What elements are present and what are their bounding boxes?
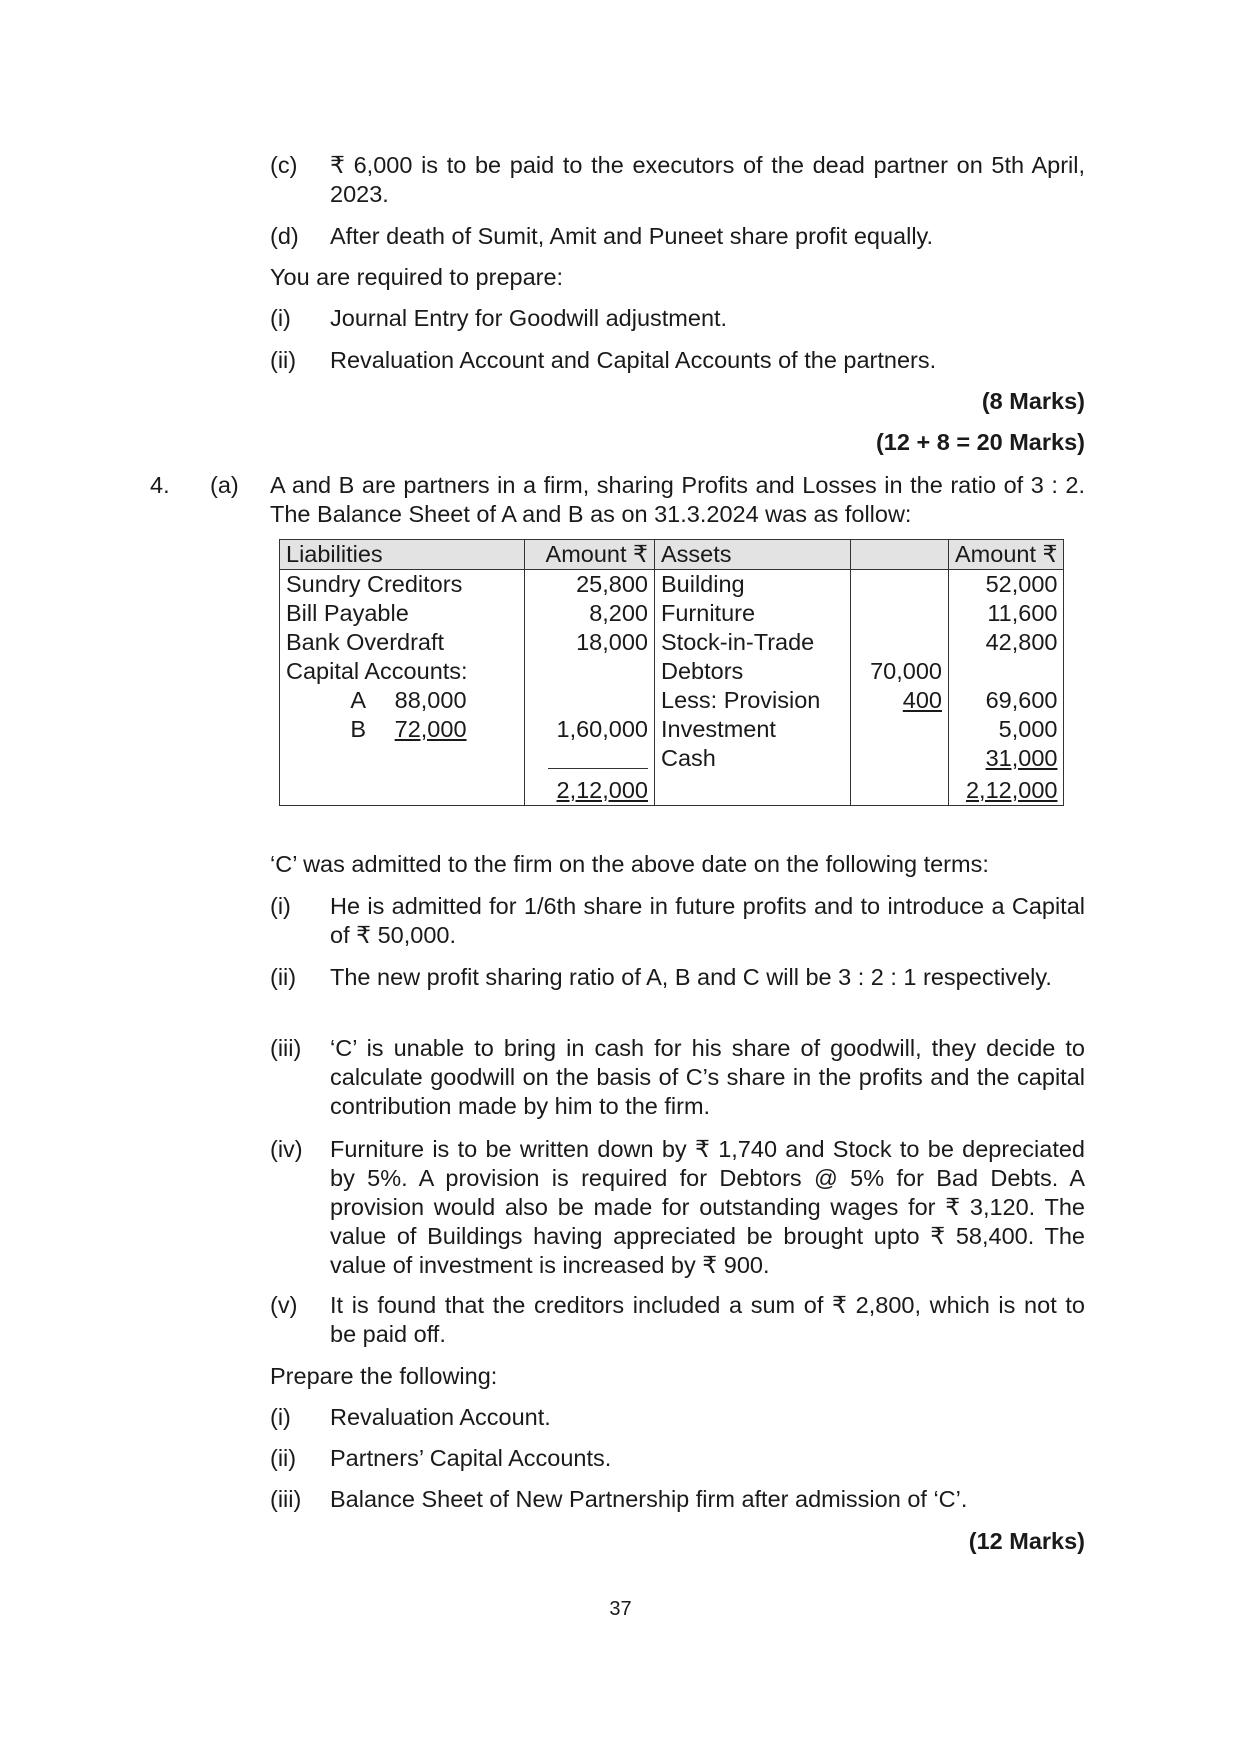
prepare-item-ii [270, 1444, 1085, 1473]
required-label: You are required to prepare: [270, 264, 564, 290]
liability-amount: 18,000 [525, 628, 655, 657]
total-assets-cell [949, 776, 1064, 806]
asset-name: Debtors [655, 657, 851, 686]
table-row [280, 715, 1064, 744]
partner-capital: 88,000 [394, 687, 467, 713]
asset-amount: 69,600 [949, 686, 1064, 715]
empty-cell [280, 776, 525, 806]
table-row [280, 628, 1064, 657]
total-liabilities-cell [525, 776, 655, 806]
asset-sub-amount: 70,000 [851, 657, 949, 686]
header-assets: Assets [655, 540, 851, 570]
liability-name [280, 744, 525, 776]
table-header-row [280, 540, 1064, 570]
total-rule [548, 744, 648, 769]
asset-name: Investment [655, 715, 851, 744]
table-row [280, 657, 1064, 686]
liability-amount [525, 657, 655, 686]
item-number: (ii) [270, 347, 297, 373]
asset-sub-amount [851, 628, 949, 657]
term-v [270, 1291, 1085, 1349]
question-part: (a) [210, 472, 239, 498]
item-text: Revaluation Account and Capital Accounts of the partners. [330, 347, 937, 373]
asset-amount: 11,600 [949, 599, 1064, 628]
item-number: (ii) [270, 1445, 297, 1471]
required-item-i [270, 304, 1085, 333]
term-ii [270, 963, 1085, 992]
partner-name: B [350, 716, 366, 742]
intro-text: A and B are partners in a firm, sharing Profits and Losses in the ratio of 3 : 2. The Balance Sheet of A and B as on 31.3.2024 was as follow: [270, 472, 1085, 527]
term-iv [270, 1135, 1085, 1280]
item-number: (iii) [270, 1486, 302, 1512]
term-i [270, 892, 1085, 950]
liability-name: Capital Accounts: [280, 657, 525, 686]
asset-amount: 52,000 [949, 570, 1064, 600]
liability-amount [525, 686, 655, 715]
asset-name: Building [655, 570, 851, 600]
capital-partner-cell [280, 715, 525, 744]
item-number: (i) [270, 305, 291, 331]
asset-amount-cell [949, 744, 1064, 776]
q3-item-d [270, 222, 1085, 251]
item-number: (ii) [270, 964, 297, 990]
asset-amount: 31,000 [985, 745, 1058, 771]
asset-name: Furniture [655, 599, 851, 628]
empty-cell [851, 776, 949, 806]
item-text: It is found that the creditors included a sum of ₹ 2,800, which is not to be paid off. [330, 1292, 1085, 1347]
asset-amount: 5,000 [949, 715, 1064, 744]
table-row [280, 570, 1064, 600]
q3-marks: (8 Marks) [981, 388, 1085, 414]
partner-name: A [350, 687, 366, 713]
header-sub-amount [851, 540, 949, 570]
table-row [280, 744, 1064, 776]
item-number: (i) [270, 893, 291, 919]
capital-partner-cell [280, 686, 525, 715]
item-text: The new profit sharing ratio of A, B and C will be 3 : 2 : 1 respectively. [330, 964, 1052, 990]
liability-name: Sundry Creditors [280, 570, 525, 600]
item-text: ₹ 6,000 is to be paid to the executors of the dead partner on 5th April, 2023. [330, 152, 1085, 207]
item-number: (i) [270, 1404, 291, 1430]
item-text: Partners’ Capital Accounts. [330, 1445, 612, 1471]
prepare-item-iii [270, 1485, 1085, 1514]
item-text: Revaluation Account. [330, 1404, 551, 1430]
q3-total-marks: (12 + 8 = 20 Marks) [875, 429, 1085, 455]
required-item-ii [270, 346, 1085, 375]
empty-cell [655, 776, 851, 806]
q4a-intro [270, 471, 1085, 529]
item-number: (iv) [270, 1136, 303, 1162]
item-text: Furniture is to be written down by ₹ 1,740 and Stock to be depreciated by 5%. A provision is required for Debtors @ 5% for Bad Debts. A provision would also be made for outstanding wages for ₹ 3,120. The value of Buildings having appreciated be brought upto ₹ 58,400. The value of investment is increased by ₹ 900. [330, 1136, 1085, 1278]
header-amount: Amount ₹ [525, 540, 655, 570]
q4a-marks: (12 Marks) [968, 1528, 1085, 1554]
asset-amount: 42,800 [949, 628, 1064, 657]
header-amount: Amount ₹ [949, 540, 1064, 570]
table-row [280, 686, 1064, 715]
table-total-row [280, 776, 1064, 806]
total-assets: 2,12,000 [965, 777, 1058, 803]
term-iii [270, 1034, 1085, 1121]
asset-sub-amount [851, 744, 949, 776]
asset-sub-amount [851, 715, 949, 744]
asset-sub-amount [851, 599, 949, 628]
balance-sheet-table [279, 539, 1064, 806]
liability-name: Bank Overdraft [280, 628, 525, 657]
total-liabilities: 2,12,000 [556, 777, 648, 803]
liability-amount-cell [525, 744, 655, 776]
q3-item-c [270, 151, 1085, 209]
header-liabilities: Liabilities [280, 540, 525, 570]
admission-intro: ‘C’ was admitted to the firm on the above date on the following terms: [270, 851, 989, 877]
item-number: (d) [270, 223, 299, 249]
item-text: Balance Sheet of New Partnership firm after admission of ‘C’. [330, 1486, 968, 1512]
prepare-item-i [270, 1403, 1085, 1432]
liability-amount: 25,800 [525, 570, 655, 600]
item-text: He is admitted for 1/6th share in future profits and to introduce a Capital of ₹ 50,000. [330, 893, 1085, 948]
asset-name: Stock-in-Trade [655, 628, 851, 657]
asset-amount [949, 657, 1064, 686]
page-number: 37 [609, 1598, 632, 1620]
item-number: (c) [270, 152, 298, 178]
liability-amount: 8,200 [525, 599, 655, 628]
item-text: After death of Sumit, Amit and Puneet share profit equally. [330, 223, 934, 249]
partner-capital: 72,000 [394, 716, 467, 742]
asset-sub-amount-cell [851, 686, 949, 715]
item-number: (v) [270, 1292, 298, 1318]
table-row [280, 599, 1064, 628]
prepare-label: Prepare the following: [270, 1363, 498, 1389]
item-number: (iii) [270, 1035, 302, 1061]
asset-sub-amount [851, 570, 949, 600]
item-text: ‘C’ is unable to bring in cash for his share of goodwill, they decide to calculate goodwill on the basis of C’s share in the profits and the capital contribution made by him to the firm. [330, 1035, 1085, 1119]
asset-name: Cash [655, 744, 851, 776]
asset-name: Less: Provision [655, 686, 851, 715]
liability-amount: 1,60,000 [525, 715, 655, 744]
question-number: 4. [150, 472, 170, 498]
item-text: Journal Entry for Goodwill adjustment. [330, 305, 728, 331]
asset-sub-amount: 400 [902, 687, 942, 713]
liability-name: Bill Payable [280, 599, 525, 628]
